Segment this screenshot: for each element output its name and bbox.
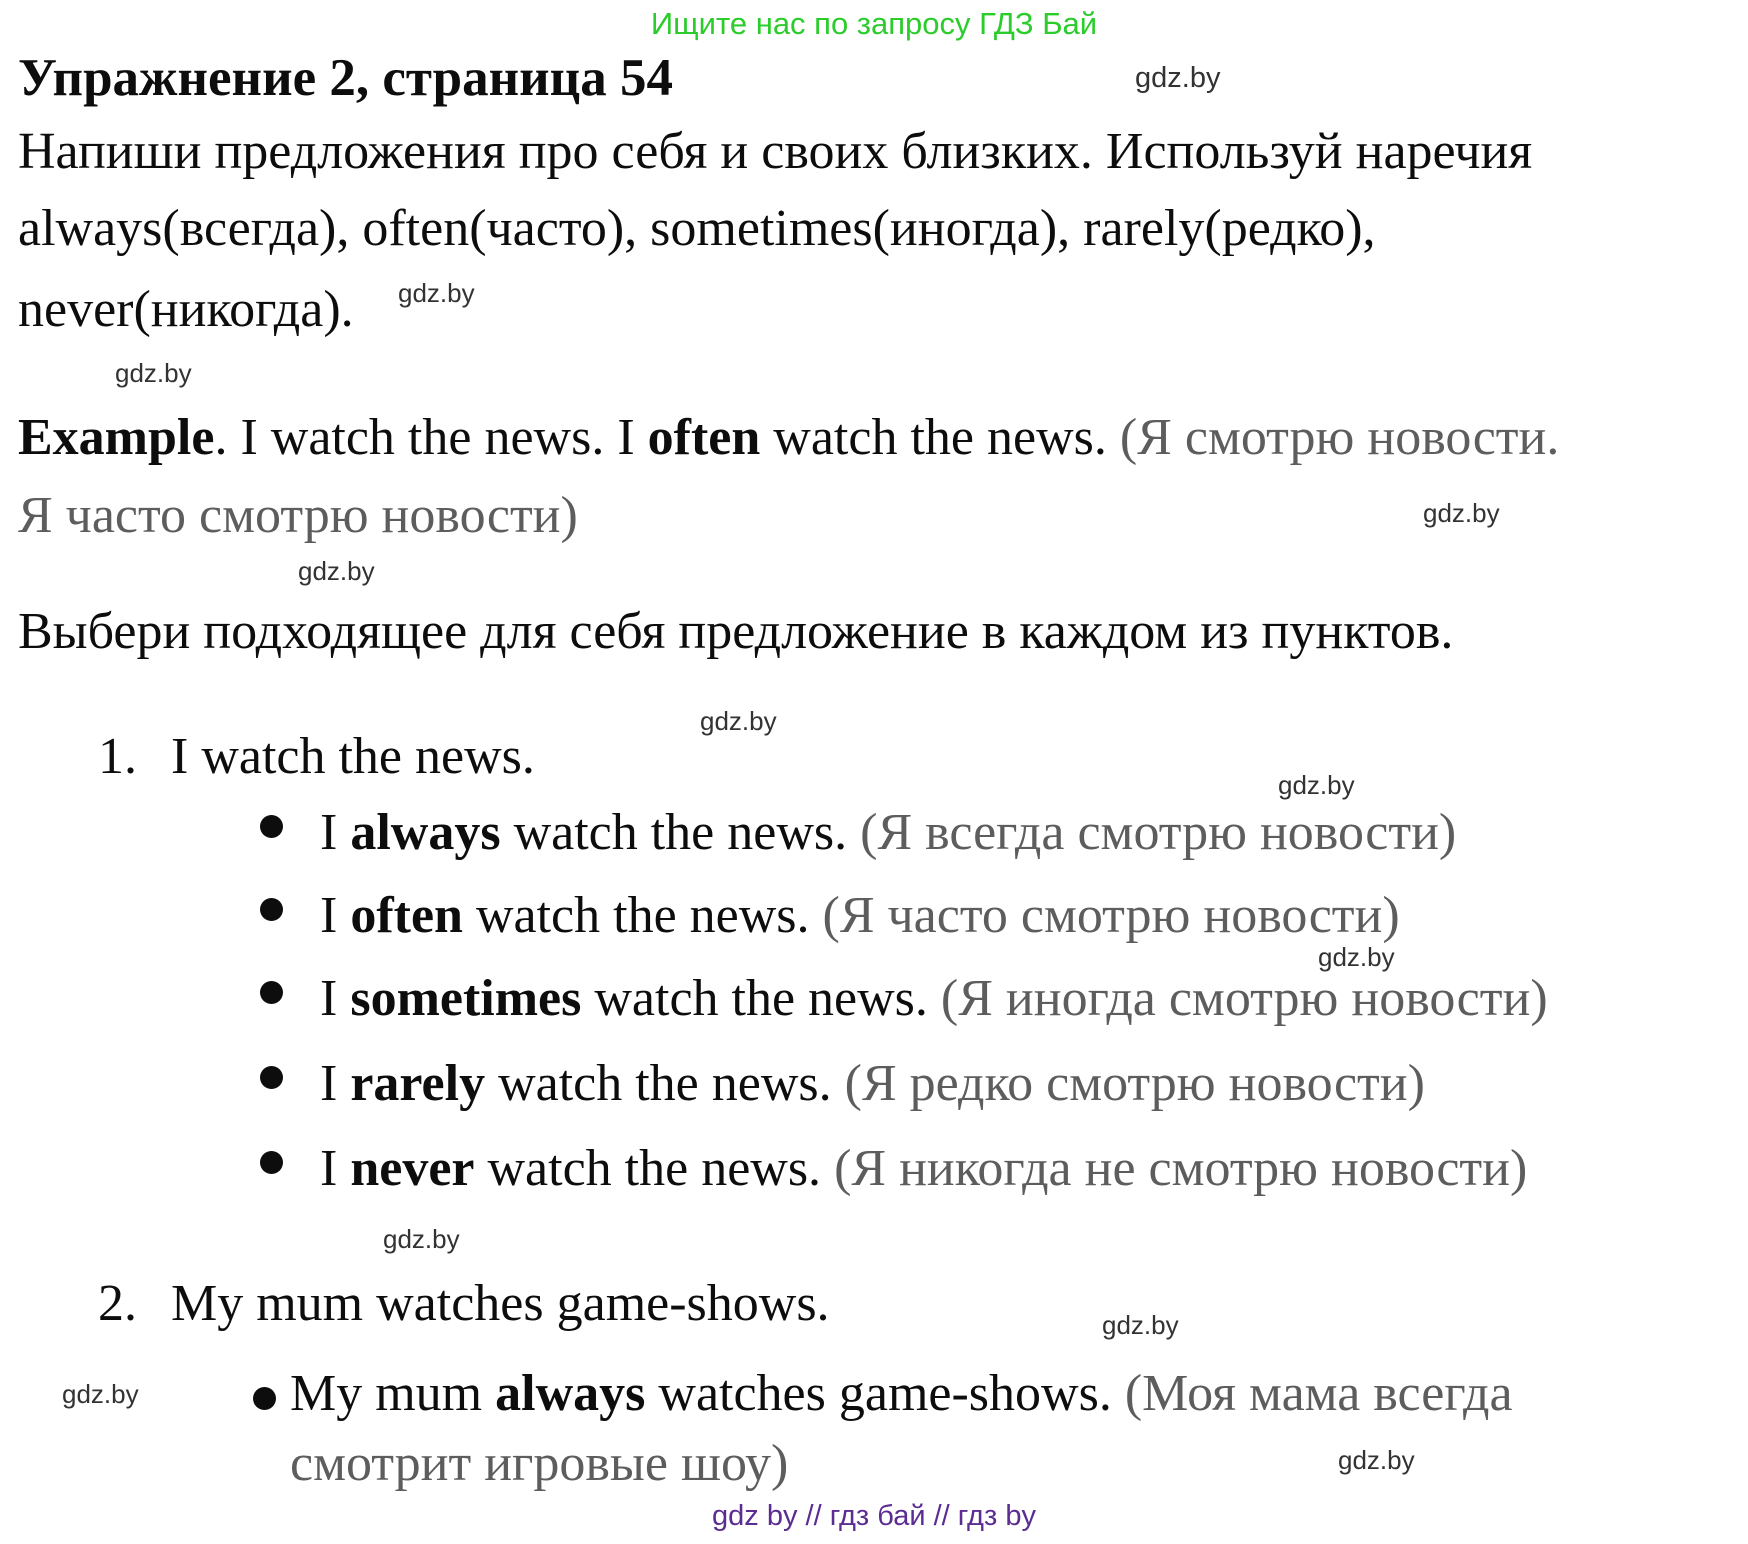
option-pre: I (320, 804, 351, 861)
gdzby-watermark: gdz.by (398, 278, 475, 308)
task-intro-line2: always(всегда), often(часто), sometimes(иногда), rarely(редко), (18, 200, 1376, 257)
bullet-dot (260, 981, 283, 1004)
option-adverb: always (350, 804, 501, 861)
option-pre: My mum (290, 1365, 496, 1422)
gdzby-watermark: gdz.by (1278, 770, 1355, 800)
gdzby-watermark: gdz.by (700, 706, 777, 736)
option-adverb: sometimes (350, 970, 582, 1027)
option-row (320, 1054, 1425, 1114)
option-post: watch the news. (581, 970, 941, 1027)
option-post: watch the news. (500, 804, 861, 861)
gdzby-watermark: gdz.by (1423, 498, 1500, 528)
gdzby-watermark: gdz.by (1318, 942, 1395, 972)
option-adverb: often (350, 887, 463, 944)
option-translation: (Я часто смотрю новости) (822, 887, 1400, 944)
promo-banner: Ищите нас по запросу ГДЗ Бай (650, 6, 1098, 41)
item1-heading (98, 727, 535, 787)
bullet-dot (260, 898, 283, 921)
option-adverb: rarely (350, 1055, 486, 1112)
footer-links: gdz by // гдз бай // гдз by (712, 1500, 1036, 1532)
instruction-line: Выбери подходящее для себя предложение в каждом из пунктов. (18, 603, 1454, 660)
option-adverb: never (350, 1140, 475, 1197)
gdzby-watermark: gdz.by (1338, 1445, 1415, 1475)
gdzby-watermark: gdz.by (62, 1379, 139, 1409)
gdzby-watermark: gdz.by (298, 556, 375, 586)
option-row (320, 803, 1456, 863)
bullet-dot (260, 815, 283, 838)
item1-text: I watch the news. (171, 728, 535, 785)
item1-number: 1. (98, 728, 137, 785)
option-pre: I (320, 1055, 351, 1112)
option-row (320, 886, 1400, 946)
task-intro-line1: Напиши предложения про себя и своих близких. Используй наречия (18, 123, 1533, 180)
example-label: Example (18, 409, 215, 466)
option-translation: (Я редко смотрю новости) (844, 1055, 1425, 1112)
example-translation-1: (Я смотрю новости. (1119, 409, 1560, 466)
option-adverb: always (495, 1365, 646, 1422)
option-translation: (Я иногда смотрю новости) (940, 970, 1548, 1027)
task-intro-line3: never(никогда). (18, 281, 354, 338)
option-post: watch the news. (485, 1055, 845, 1112)
option-translation-line2: смотрит игровые шоу) (290, 1435, 789, 1492)
option-post: watch the news. (474, 1140, 835, 1197)
gdzby-watermark: gdz.by (383, 1224, 460, 1254)
option-row (290, 1364, 1513, 1424)
option-translation: (Я всегда смотрю новости) (860, 804, 1457, 861)
bullet-dot (260, 1066, 283, 1089)
option-pre: I (320, 887, 351, 944)
option-post: watch the news. (462, 887, 823, 944)
bullet-dot (260, 1151, 283, 1174)
item2-text: My mum watches game-shows. (171, 1275, 830, 1332)
option-translation: (Я никогда не смотрю новости) (834, 1140, 1528, 1197)
option-pre: I (320, 1140, 351, 1197)
example-text: . I watch the news. I (214, 409, 648, 466)
gdzby-watermark: gdz.by (1135, 62, 1221, 94)
option-pre: I (320, 970, 351, 1027)
item2-number: 2. (98, 1275, 137, 1332)
example-translation-2: Я часто смотрю новости) (18, 487, 578, 544)
page-title: Упражнение 2, страница 54 (18, 49, 673, 107)
example-text-cont: watch the news. (760, 409, 1120, 466)
option-post: watches game-shows. (645, 1365, 1125, 1422)
example-adverb: often (647, 409, 761, 466)
option-row (320, 969, 1548, 1029)
gdzby-watermark: gdz.by (115, 358, 192, 388)
item2-heading (98, 1274, 830, 1334)
option-translation: (Моя мама всегда (1124, 1365, 1513, 1422)
example-line (18, 408, 1559, 468)
gdzby-watermark: gdz.by (1102, 1310, 1179, 1340)
option-row (320, 1139, 1527, 1199)
bullet-dot (253, 1387, 276, 1410)
